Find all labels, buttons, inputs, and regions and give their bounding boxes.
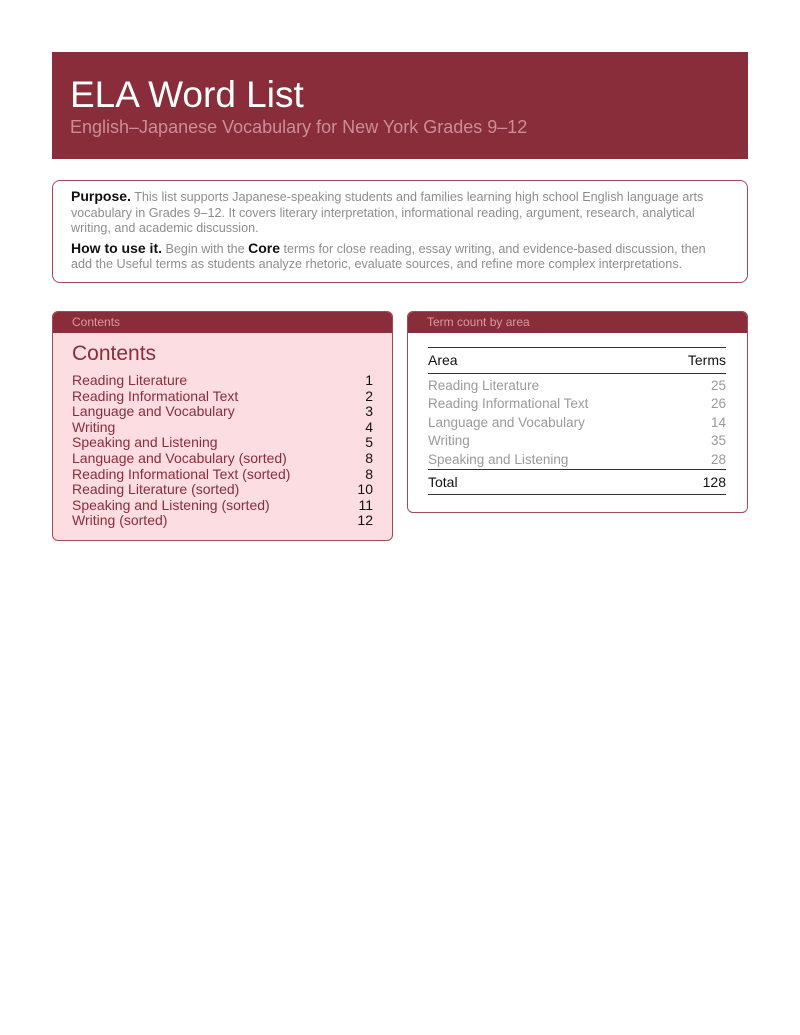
terms-cell: 35 xyxy=(710,433,726,449)
terms-cell: 28 xyxy=(710,451,726,467)
toc-entry-page: 8 xyxy=(365,465,373,482)
toc-entry-page: 4 xyxy=(365,418,373,435)
area-cell: Writing xyxy=(428,433,470,449)
terms-cell: 25 xyxy=(710,378,726,393)
toc-entry-label[interactable]: Reading Informational Text (sorted) xyxy=(72,465,291,482)
area-cell: Language and Vocabulary xyxy=(428,414,585,430)
toc-entry-page: 10 xyxy=(357,481,373,498)
term-count-panel xyxy=(407,311,748,513)
toc-entry[interactable] xyxy=(72,467,373,483)
toc-entry[interactable] xyxy=(72,451,373,467)
page-header xyxy=(52,52,748,159)
table-header-row xyxy=(428,348,726,374)
toc-entry[interactable] xyxy=(72,498,373,514)
toc-entry[interactable] xyxy=(72,404,373,420)
page-subtitle: English–Japanese Vocabulary for New York Grades 9–12 xyxy=(70,117,528,137)
toc-entry[interactable] xyxy=(72,389,373,405)
table-row xyxy=(428,432,726,450)
toc-list xyxy=(53,373,392,529)
toc-entry[interactable] xyxy=(72,373,373,389)
area-cell: Speaking and Listening xyxy=(428,451,569,467)
toc-entry-label[interactable]: Writing xyxy=(72,418,116,435)
contents-heading: Contents xyxy=(72,342,157,365)
howto-label: How to use it. xyxy=(71,239,162,256)
toc-entry[interactable] xyxy=(72,513,373,529)
table-row xyxy=(428,414,726,432)
purpose-box xyxy=(52,180,748,283)
total-row xyxy=(428,470,726,495)
table-row xyxy=(428,395,726,413)
terms-cell: 14 xyxy=(710,414,726,430)
toc-entry-page: 8 xyxy=(365,449,373,466)
term-count-body xyxy=(428,374,726,470)
total-label: Total xyxy=(428,474,458,491)
contents-tab-label: Contents xyxy=(53,312,392,333)
table-row xyxy=(428,451,726,470)
toc-entry-label[interactable]: Reading Literature xyxy=(72,372,188,388)
toc-entry[interactable] xyxy=(72,435,373,451)
toc-entry[interactable] xyxy=(72,482,373,498)
toc-entry-label[interactable]: Reading Literature (sorted) xyxy=(72,481,240,498)
toc-entry-label[interactable]: Language and Vocabulary xyxy=(72,403,235,420)
term-count-table xyxy=(428,347,726,495)
toc-entry-page: 1 xyxy=(365,372,373,388)
howto-text-before: Begin with the xyxy=(165,241,245,256)
page-title: ELA Word List xyxy=(70,74,304,115)
area-cell: Reading Literature xyxy=(428,378,540,393)
toc-entry-label[interactable]: Reading Informational Text xyxy=(72,387,239,404)
howto-core-term: Core xyxy=(248,239,281,256)
toc-entry-label[interactable]: Writing (sorted) xyxy=(72,512,168,529)
contents-panel xyxy=(52,311,393,541)
howto-text-after: terms for close reading, essay writing, and evidence-based discussion, then add the Useful terms as students analyze rhetoric, evaluate sources, and refine more complex interpretations. xyxy=(71,241,706,272)
toc-entry-page: 11 xyxy=(358,496,373,513)
column-header-area: Area xyxy=(428,352,458,368)
column-header-terms: Terms xyxy=(687,352,726,368)
total-value: 128 xyxy=(702,474,726,491)
toc-entry-label[interactable]: Speaking and Listening (sorted) xyxy=(72,496,270,513)
toc-entry[interactable] xyxy=(72,420,373,436)
area-cell: Reading Informational Text xyxy=(428,396,589,412)
toc-entry-label[interactable]: Language and Vocabulary (sorted) xyxy=(72,449,287,466)
purpose-paragraph xyxy=(71,189,729,237)
purpose-label: Purpose. xyxy=(71,188,131,204)
toc-entry-page: 2 xyxy=(365,387,373,404)
terms-cell: 26 xyxy=(710,396,726,412)
toc-entry-page: 12 xyxy=(357,512,373,529)
toc-entry-page: 3 xyxy=(365,403,373,420)
table-row xyxy=(428,374,726,396)
purpose-text: This list supports Japanese-speaking students and families learning high school English language arts vocabulary in Grades 9–12. It covers literary interpretation, informational reading, argument, research, analytical writing, and academic discussion. xyxy=(71,190,704,236)
term-count-tab-label: Term count by area xyxy=(408,312,747,333)
toc-entry-label[interactable]: Speaking and Listening xyxy=(72,434,218,451)
toc-entry-page: 5 xyxy=(365,434,373,451)
howto-paragraph xyxy=(71,241,729,273)
